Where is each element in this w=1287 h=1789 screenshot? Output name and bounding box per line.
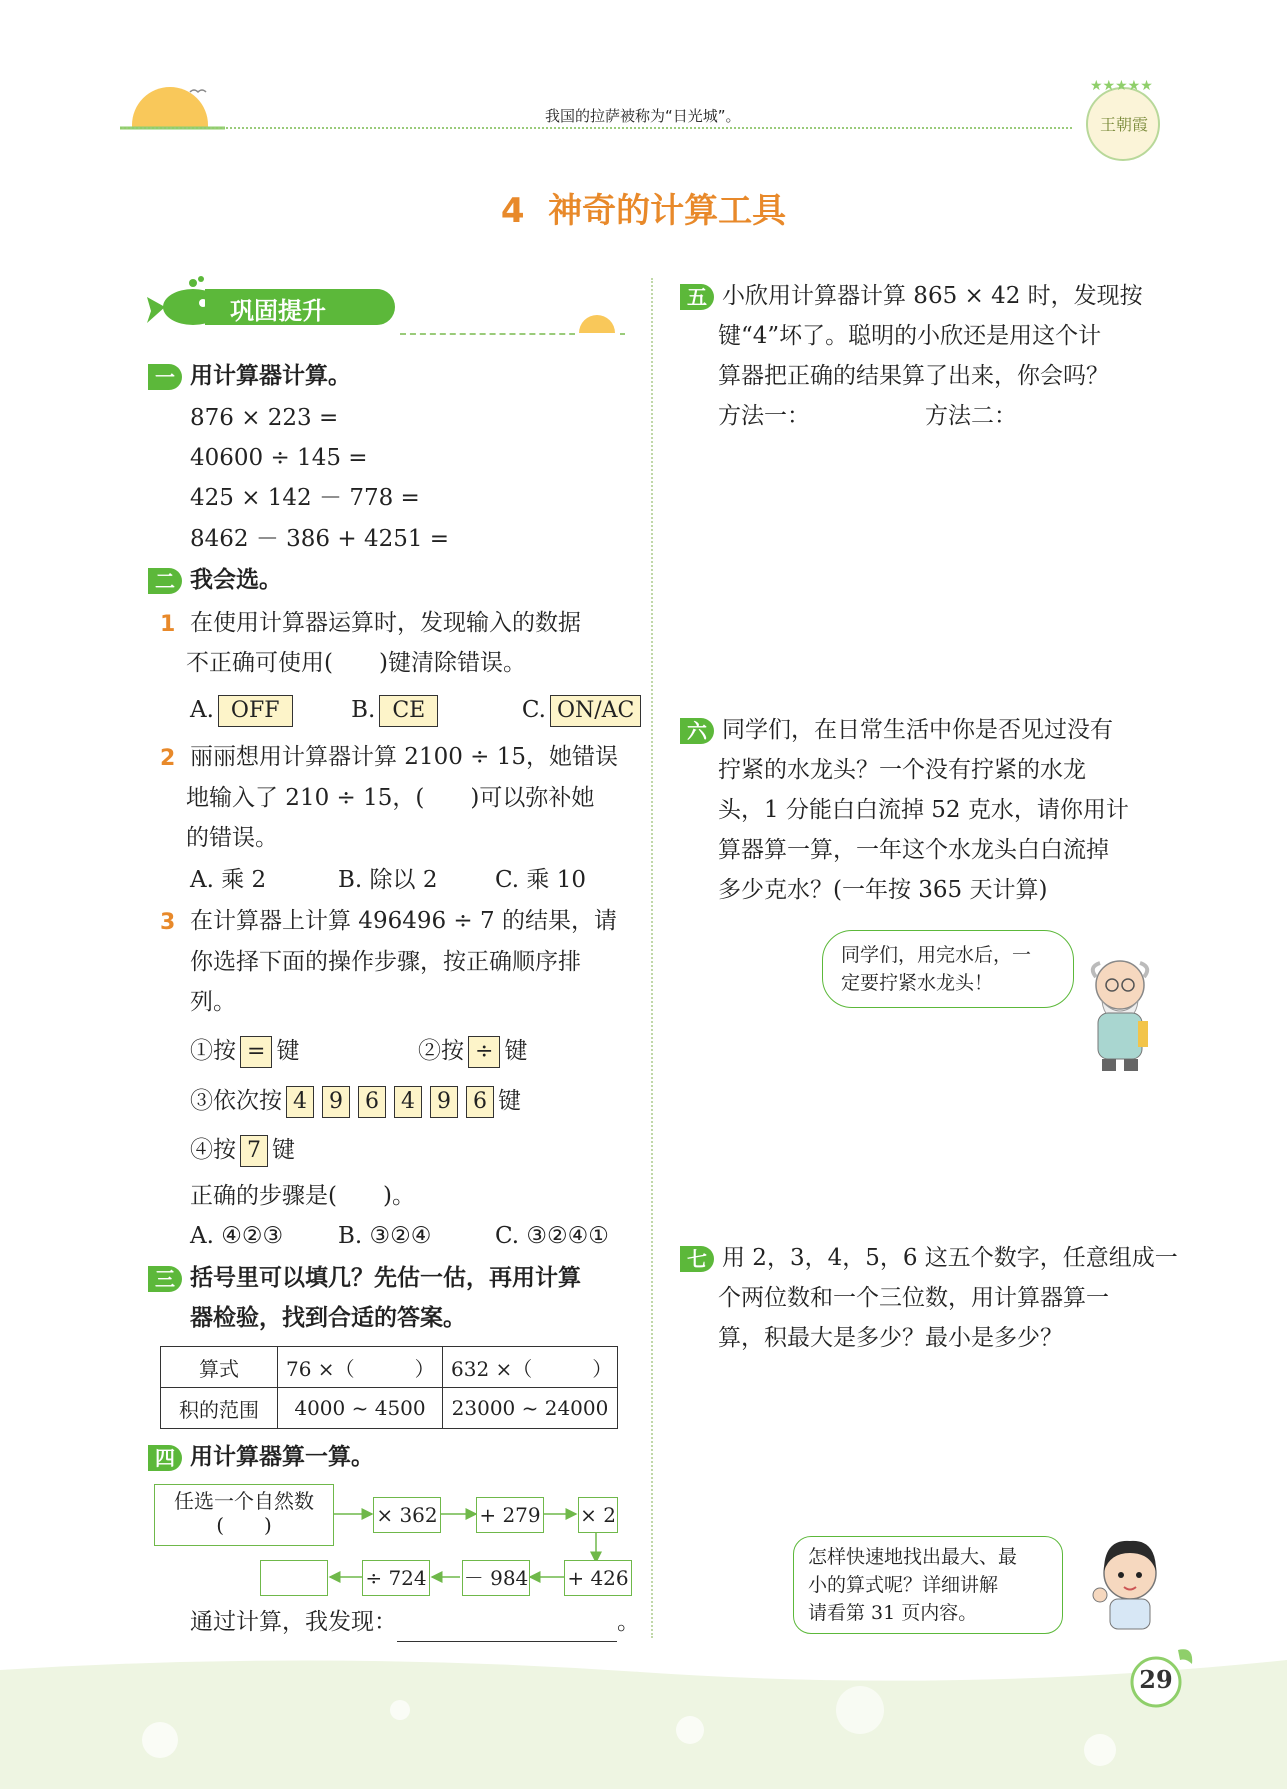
key-digit: 9	[322, 1086, 350, 1118]
s4-finding-end: 。	[617, 1609, 640, 1635]
s1-item: 425 × 142 － 778 =	[190, 485, 420, 511]
q3-line: 在计算器上计算 496496 ÷ 7 的结果，请	[190, 908, 617, 934]
q2-number: 2	[160, 746, 176, 771]
s5-line: 键“4”坏了。聪明的小欣还是用这个计	[718, 323, 1102, 349]
flow-start-box	[154, 1484, 334, 1546]
s6-line: 算器算一算，一年这个水龙头白白流掉	[718, 837, 1109, 863]
speech-bubble	[793, 1536, 1063, 1634]
speech-bubble	[822, 930, 1074, 1008]
key-divide: ÷	[468, 1036, 500, 1068]
q1-opt-b: B.	[351, 697, 376, 723]
q3-opt-a: A. ④②③	[190, 1223, 284, 1249]
sun-decoration	[120, 70, 230, 145]
q3-answer: 正确的步骤是( )。	[190, 1183, 415, 1209]
s4-title: 用计算器算一算。	[190, 1444, 374, 1470]
table-cell: 632 ×（ ）	[443, 1347, 618, 1388]
table-cell: 23000 ~ 24000	[443, 1388, 618, 1429]
old-man-illustration	[1072, 955, 1162, 1075]
key-digit: 4	[394, 1086, 422, 1118]
key-digit: 9	[430, 1086, 458, 1118]
key-seven: 7	[240, 1135, 268, 1167]
girl-illustration	[1090, 1535, 1170, 1630]
flow-op-box: － 984	[462, 1560, 530, 1596]
key-digit: 6	[358, 1086, 386, 1118]
small-sun-icon	[575, 305, 620, 335]
page-title: 4 神奇的计算工具	[500, 191, 787, 231]
brand-logo-text: 王朝霞	[1100, 115, 1149, 134]
svg-text:★★★★★: ★★★★★	[1090, 78, 1153, 94]
s4-badge: 四	[148, 1445, 182, 1471]
bubble-line: 请看第 31 页内容。	[808, 1602, 978, 1624]
flow-op-box: + 426	[564, 1560, 632, 1596]
s3-header	[148, 1258, 581, 1298]
footer-background	[0, 1650, 1287, 1789]
s6-line: 多少克水？(一年按 365 天计算)	[718, 877, 1048, 903]
s7-line: 个两位数和一个三位数，用计算器算一	[718, 1285, 1109, 1311]
header-note: 我国的拉萨被称为“日光城”。	[545, 107, 741, 125]
s6-text: 同学们，在日常生活中你是否见过没有	[722, 717, 1113, 743]
s4-header	[148, 1437, 374, 1477]
table-cell: 76 ×（ ）	[278, 1347, 443, 1388]
q2-line: 的错误。	[186, 825, 278, 851]
q1-options	[190, 690, 645, 730]
s1-badge: 一	[148, 364, 182, 390]
s1-item: 40600 ÷ 145 =	[190, 445, 368, 471]
q3-step2-pre: ②按	[418, 1038, 464, 1064]
key-ce: CE	[379, 695, 438, 727]
s1-item: 876 × 223 =	[190, 405, 339, 431]
flow-op-box: × 362	[373, 1497, 441, 1533]
q2-opt-c: C. 乘 10	[495, 867, 586, 893]
bubble-line: 定要拧紧水龙头！	[841, 972, 994, 994]
page-number: 29	[1139, 1665, 1173, 1694]
s6-line: 头，1 分能白白流掉 52 克水，请你用计	[718, 797, 1129, 823]
q3-step3-pre: ③依次按	[190, 1088, 282, 1114]
bubble-line: 小的算式呢？详细讲解	[808, 1574, 999, 1596]
s5-method2: 方法二：	[925, 403, 1017, 429]
s7-badge: 七	[680, 1246, 714, 1272]
q3-step4	[190, 1130, 295, 1170]
s4-finding-label: 通过计算，我发现：	[190, 1609, 397, 1635]
q1-opt-a: A.	[190, 697, 214, 723]
s7-line: 算，积最大是多少？最小是多少？	[718, 1325, 1063, 1351]
q3-line: 列。	[190, 989, 236, 1015]
s5-line: 算器把正确的结果算了出来，你会吗？	[718, 363, 1109, 389]
flow-start-label: 任选一个自然数	[174, 1489, 314, 1513]
header-rule	[122, 127, 1072, 129]
q3-step4-pre: ④按	[190, 1137, 236, 1163]
flow-start-blank: ( )	[216, 1513, 272, 1537]
range-table	[160, 1346, 618, 1429]
table-cell: 算式	[161, 1347, 278, 1388]
key-off: OFF	[218, 695, 293, 727]
q3-step1-pre: ①按	[190, 1038, 236, 1064]
s3-line: 器检验，找到合适的答案。	[190, 1305, 466, 1331]
s2-badge: 二	[148, 568, 182, 594]
column-divider	[651, 278, 653, 1638]
q1-line: 在使用计算器运算时，发现输入的数据	[190, 610, 581, 636]
q3-step2-post: 键	[504, 1038, 528, 1064]
s6-line: 拧紧的水龙头？一个没有拧紧的水龙	[718, 757, 1086, 783]
q1-number: 1	[160, 612, 176, 637]
key-equals: =	[240, 1036, 272, 1068]
table-cell: 积的范围	[161, 1388, 278, 1429]
s5-badge: 五	[680, 284, 714, 310]
s2-title: 我会选。	[190, 567, 282, 593]
table-row	[161, 1347, 618, 1388]
q3-number: 3	[160, 910, 176, 935]
section-banner	[145, 283, 395, 333]
flow-result-box	[260, 1560, 328, 1596]
q2-line: 丽丽想用计算器计算 2100 ÷ 15，她错误	[190, 744, 619, 770]
key-onac: ON/AC	[550, 695, 641, 727]
s7-text: 用 2，3，4，5，6 这五个数字，任意组成一	[722, 1245, 1178, 1271]
s2-header	[148, 560, 282, 600]
key-digit: 6	[466, 1086, 494, 1118]
q1-line: 不正确可使用( )键清除错误。	[186, 650, 526, 676]
key-digit: 4	[286, 1086, 314, 1118]
q3-step3	[190, 1081, 521, 1121]
q1-opt-c: C.	[521, 697, 546, 723]
s6-line	[680, 710, 1113, 750]
q2-opt-a: A. 乘 2	[190, 867, 267, 893]
bubble-line: 怎样快速地找出最大、最	[808, 1546, 1018, 1568]
s1-title: 用计算器计算。	[190, 363, 351, 389]
flow-op-box: + 279	[476, 1497, 544, 1533]
s5-line	[680, 276, 1143, 316]
q3-step1-post: 键	[276, 1038, 300, 1064]
s3-line: 括号里可以填几？先估一估，再用计算	[190, 1265, 581, 1291]
q3-opt-c: C. ③②④①	[495, 1223, 609, 1249]
q3-step2	[418, 1031, 527, 1071]
flow-op-box: ÷ 724	[362, 1560, 430, 1596]
s5-text: 小欣用计算器计算 865 × 42 时，发现按	[722, 283, 1143, 309]
q3-step4-post: 键	[272, 1137, 295, 1163]
s5-method1: 方法一：	[718, 403, 810, 429]
flow-op-box: × 2	[578, 1497, 618, 1533]
q3-step3-post: 键	[498, 1088, 521, 1114]
s1-item: 8462 － 386 + 4251 =	[190, 526, 450, 552]
section-banner-label: 巩固提升	[230, 297, 326, 325]
table-cell: 4000 ~ 4500	[278, 1388, 443, 1429]
s6-badge: 六	[680, 718, 714, 744]
s3-badge: 三	[148, 1266, 182, 1292]
s7-line	[680, 1238, 1178, 1278]
s4-finding	[190, 1602, 640, 1642]
q3-step1	[190, 1031, 299, 1071]
q3-line: 你选择下面的操作步骤，按正确顺序排	[190, 949, 581, 975]
q3-opt-b: B. ③②④	[338, 1223, 432, 1249]
table-row	[161, 1388, 618, 1429]
q2-line: 地输入了 210 ÷ 15，( )可以弥补她	[186, 785, 595, 811]
q2-opt-b: B. 除以 2	[338, 867, 438, 893]
s1-header	[148, 356, 351, 396]
bubble-line: 同学们，用完水后，一	[841, 944, 1032, 966]
